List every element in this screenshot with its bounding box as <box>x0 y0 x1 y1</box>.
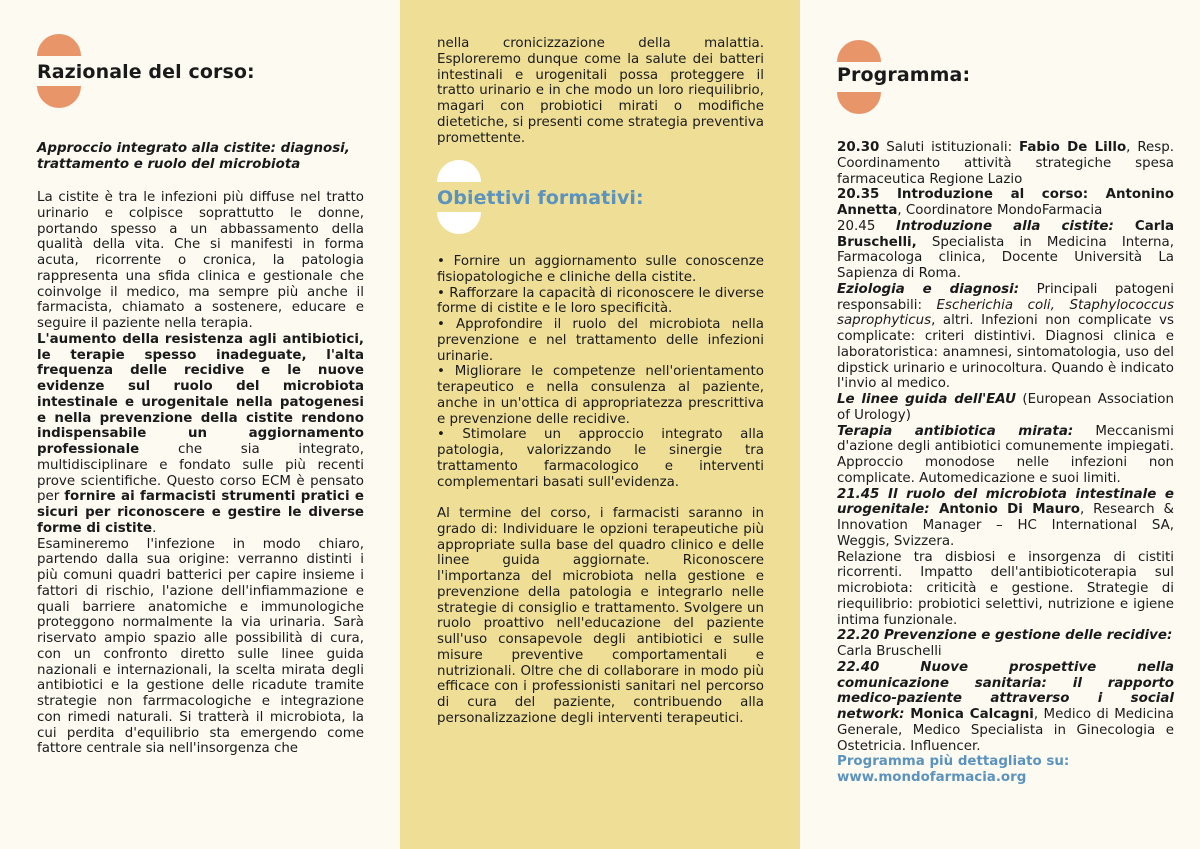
program-item: Le linee guida dell'EAU (European Association of Urology) <box>837 392 1174 423</box>
rationale-p3: Esamineremo l'infezione in modo chiaro, partendo dalla sua origine: verranno distinti i più comuni quadri batterici per capire insieme i fattori di rischio, l'azione dell'infiammazione e quali barriere anatomiche e immunologiche proteggono normalmente la via urinaria. Sarà riservato ampio spazio alle possibilità di cura, con un confronto diretto sulle linee guida nazionali e internazionali, la scelta mirata degli antibiotici e la gestione delle ricadute tramite strategie non farrmacologiche e integrazione con rimedi naturali. Si tratterà il microbiota, la cui perdita d'equilibrio sta emergendo come fattore centrale sia nell'insorgenza che <box>37 536 364 757</box>
objectives-heading: Obiettivi formativi: <box>437 187 644 209</box>
program-item: 22.20 Prevenzione e gestione delle recidive: Carla Bruschelli <box>837 628 1173 659</box>
objectives-list <box>437 254 764 727</box>
rationale-continued: nella cronicizzazione della malattia. Esploreremo dunque come la salute dei batteri intestinali e urogenitali possa proteggere il tratto urinario e in che modo un loro riequilibrio, magari con probiotici mirati o modifiche dietetiche, si presenti come strategia preventiva promettente. <box>437 36 764 146</box>
program-item: 22.40 Nuove prospettive nella comunicazione sanitaria: il rapporto medico-paziente attraverso i social network: Monica Calcagni, Medico di Medicina Generale, Medico Specialista in Ginecologia e Ostetricia. Influencer. <box>837 659 1174 754</box>
program-item: 21.45 Il ruolo del microbiota intestinale e urogenitale: Antonio Di Mauro, Research & Innovation Manager – HC International SA, Weggis, Svizzera. <box>837 486 1174 549</box>
course-subtitle: Approccio integrato alla cistite: diagnosi, trattamento e ruolo del microbiota <box>37 141 350 172</box>
objective-item: • Rafforzare la capacità di riconoscere le diverse forme di cistite e le loro specificità. <box>437 285 764 317</box>
program-heading: Programma: <box>837 64 971 86</box>
objective-item: • Approfondire il ruolo del microbiota nella prevenzione e nel trattamento delle infezioni urinarie. <box>437 317 764 364</box>
objective-item: • Migliorare le competenze nell'orientamento terapeutico e nella consulenza al paziente, anche in un'ottica di appropriatezza prescrittiva e prevenzione delle recidive. <box>437 364 764 427</box>
rationale-p2: L'aumento della resistenza agli antibiotici, le terapie spesso inadeguate, l'alta frequenza delle recidive e le nuove evidenze sul ruolo del microbiota intestinale e urogenitale nella patogenesi e nella prevenzione della cistite rendono indispensabile un aggiornamento professionale che sia integrato, multidisciplinare e fondato sulle più recenti prove scientifiche. Questo corso ECM è pensato per fornire ai farmacisti strumenti pratici e sicuri per riconoscere e gestire le diverse forme di cistite. <box>37 331 364 536</box>
program-list <box>837 140 1174 786</box>
program-link-label: Programma più dettagliato su: <box>837 754 1070 770</box>
column-rationale <box>0 0 400 849</box>
learning-outcomes: Al termine del corso, i farmacisti saranno in grado di: Individuare le opzioni terapeutiche più appropriate sulla base del quadro clinico e delle linee guida aggiornate. Riconoscere l'importanza del microbiota nella gestione e prevenzione della patologia e integrarlo nelle strategie di consiglio e trattamento. Svolgere un ruolo proattivo nell'educazione del paziente sull'uso consapevole degli antibiotici e sulle misure preventive comportamentali e nutrizionali. Oltre che di collaborare in modo più efficace con i professionisti sanitari nel percorso di cura del paziente, contribuendo alla personalizzazione degli interventi terapeutici. <box>437 506 764 726</box>
rationale-body <box>37 190 364 757</box>
program-item: 20.30 Saluti istituzionali: Fabio De Lillo, Resp. Coordinamento attività strategiche spesa farmaceutica Regione Lazio <box>837 140 1175 187</box>
program-item: 20.45 Introduzione alla cistite: Carla Bruschelli, Specialista in Medicina Interna, Farmacologa clinica, Docente Università La Sapienza di Roma. <box>837 218 1174 281</box>
objective-item: • Stimolare un approccio integrato alla patologia, valorizzando le sinergie tra trattamento farmacologico e interventi complementari basati sull'evidenza. <box>437 427 764 490</box>
rationale-p1: La cistite è tra le infezioni più diffuse nel tratto urinario e colpisce soprattutto le donne, portando spesso a un abbassamento della qualità della vita. Che si manifesti in forma acuta, ricorrente o cronica, la patologia rappresenta una sfida clinica e gestionale che coinvolge il medico, ma sempre più anche il farmacista, chiamato a sostenere, educare e seguire il paziente nella terapia. <box>37 190 364 331</box>
objective-item: • Fornire un aggiornamento sulle conoscenze fisiopatologiche e cliniche della cistite. <box>437 254 764 285</box>
column-program <box>800 0 1200 849</box>
column-objectives <box>400 0 800 849</box>
program-item: Relazione tra disbiosi e insorgenza di cistiti ricorrenti. Impatto dell'antibioticoterapia sul microbiota: criticità e gestione. Strategie di riequilibrio: probiotici selettivi, nutrizione e igiene intima funzionale. <box>837 549 1174 628</box>
website-link[interactable]: www.mondofarmacia.org <box>837 770 1027 785</box>
rationale-heading: Razionale del corso: <box>37 61 255 83</box>
program-item: 20.35 Introduzione al corso: Antonino Annetta, Coordinatore MondoFarmacia <box>837 187 1174 218</box>
program-item: Eziologia e diagnosi: Principali patogeni responsabili: Escherichia coli, Staphylococcus saprophyticus, altri. Infezioni non complicate vs complicate: criteri distintivi. Diagnosi clinica e laboratoristica: anamnesi, sintomatologia, uso del dipstick urinario e urinocoltura. Quando è indicato l'invio al medico. <box>837 281 1174 392</box>
program-item: Terapia antibiotica mirata: Meccanismi d'azione degli antibiotici comunemente impiegati. Approccio monodose nelle infezioni non complicate. Automedicazione e suoi limiti. <box>837 423 1174 486</box>
